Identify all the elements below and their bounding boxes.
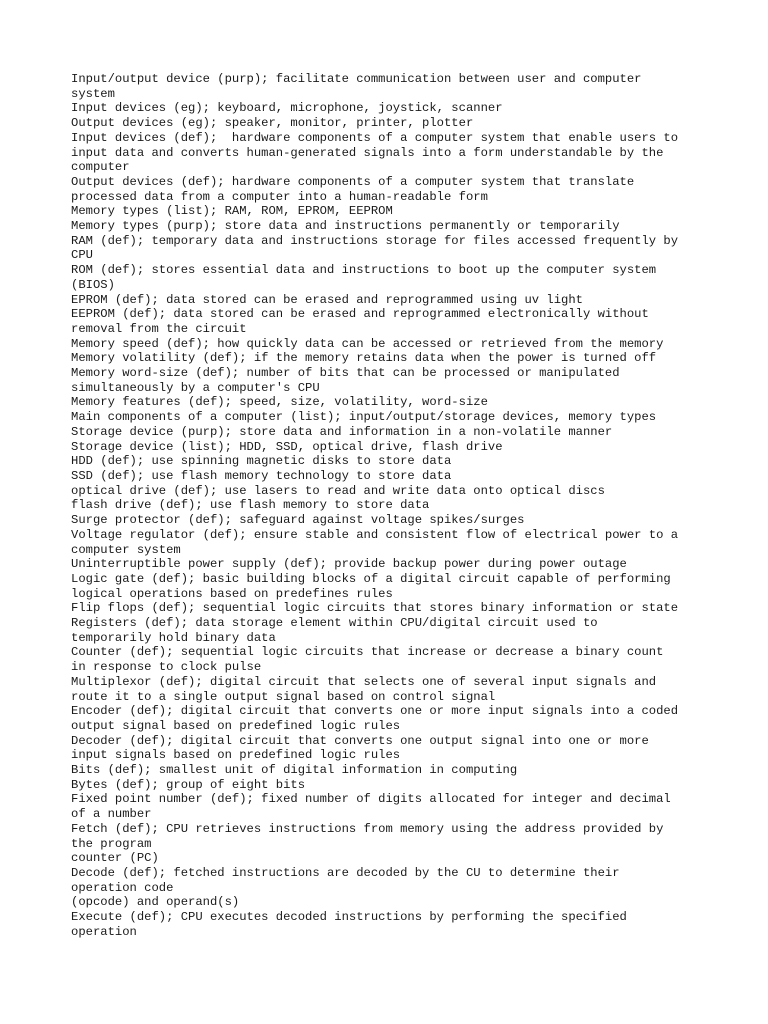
text-line: HDD (def); use spinning magnetic disks to store data (71, 454, 452, 469)
text-line: logical operations based on predefines rules (71, 586, 393, 601)
text-line: Encoder (def); digital circuit that converts one or more input signals into a coded (71, 704, 679, 719)
text-line: (opcode) and operand(s) (71, 895, 240, 910)
text-line: Memory word-size (def); number of bits that can be processed or manipulated (71, 366, 620, 381)
text-line: Memory types (list); RAM, ROM, EPROM, EEPROM (71, 204, 393, 219)
text-line: Output devices (eg); speaker, monitor, printer, plotter (71, 116, 474, 131)
document-page (71, 72, 711, 939)
text-line: EPROM (def); data stored can be erased and reprogrammed using uv light (71, 292, 583, 307)
text-line: input data and converts human-generated signals into a form understandable by the (71, 145, 664, 160)
text-line: Input devices (eg); keyboard, microphone, joystick, scanner (71, 101, 503, 116)
text-line: output signal based on predefined logic rules (71, 718, 401, 733)
text-line: Output devices (def); hardware components of a computer system that translate (71, 174, 635, 189)
text-line: operation code (71, 880, 174, 895)
text-line: Main components of a computer (list); input/output/storage devices, memory types (71, 410, 657, 425)
text-line: Flip flops (def); sequential logic circuits that stores binary information or state (71, 601, 679, 616)
text-line: Multiplexor (def); digital circuit that selects one of several input signals and (71, 674, 657, 689)
text-line: optical drive (def); use lasers to read and write data onto optical discs (71, 483, 605, 498)
text-line: processed data from a computer into a human-readable form (71, 189, 488, 204)
text-line: Input devices (def); hardware components of a computer system that enable users to (71, 130, 679, 145)
text-line: ROM (def); stores essential data and instructions to boot up the computer system (71, 263, 657, 278)
text-line: Memory features (def); speed, size, volatility, word-size (71, 395, 488, 410)
text-line: route it to a single output signal based on control signal (71, 689, 496, 704)
text-line: of a number (71, 807, 152, 822)
text-line: the program (71, 836, 152, 851)
text-line: Decoder (def); digital circuit that converts one output signal into one or more (71, 733, 649, 748)
text-line: flash drive (def); use flash memory to store data (71, 498, 430, 513)
text-line: temporarily hold binary data (71, 630, 276, 645)
text-line: Logic gate (def); basic building blocks of a digital circuit capable of performing (71, 571, 671, 586)
text-line: operation (71, 924, 137, 939)
text-line: removal from the circuit (71, 321, 247, 336)
text-line: Memory types (purp); store data and instructions permanently or temporarily (71, 219, 620, 234)
text-line: Storage device (purp); store data and information in a non-volatile manner (71, 424, 613, 439)
text-line: SSD (def); use flash memory technology to store data (71, 468, 452, 483)
text-line: Surge protector (def); safeguard against voltage spikes/surges (71, 513, 525, 528)
text-line: input signals based on predefined logic rules (71, 748, 401, 763)
text-line: CPU (71, 248, 93, 263)
text-line: counter (PC) (71, 851, 159, 866)
text-line: simultaneously by a computer's CPU (71, 380, 320, 395)
text-line: Decode (def); fetched instructions are decoded by the CU to determine their (71, 865, 620, 880)
text-line: computer system (71, 542, 181, 557)
text-line: Execute (def); CPU executes decoded instructions by performing the specified (71, 910, 627, 925)
text-line: Fixed point number (def); fixed number of digits allocated for integer and decimal (71, 792, 671, 807)
text-line: Counter (def); sequential logic circuits that increase or decrease a binary count (71, 645, 664, 660)
text-line: Memory speed (def); how quickly data can be accessed or retrieved from the memory (71, 336, 664, 351)
text-line: EEPROM (def); data stored can be erased and reprogrammed electronically without (71, 307, 649, 322)
text-line: Voltage regulator (def); ensure stable and consistent flow of electrical power to a (71, 527, 679, 542)
text-line: Bytes (def); group of eight bits (71, 777, 306, 792)
text-line: Bits (def); smallest unit of digital information in computing (71, 763, 518, 778)
text-line: Input/output device (purp); facilitate communication between user and computer (71, 72, 642, 86)
text-line: Registers (def); data storage element within CPU/digital circuit used to (71, 616, 598, 631)
text-line: (BIOS) (71, 277, 115, 292)
text-line: Memory volatility (def); if the memory retains data when the power is turned off (71, 351, 657, 366)
text-line: Uninterruptible power supply (def); provide backup power during power outage (71, 557, 627, 572)
text-line: system (71, 86, 115, 101)
text-line: Storage device (list); HDD, SSD, optical drive, flash drive (71, 439, 503, 454)
text-line: computer (71, 160, 130, 175)
text-line: in response to clock pulse (71, 660, 262, 675)
text-line: RAM (def); temporary data and instructions storage for files accessed frequently by (71, 233, 679, 248)
text-line: Fetch (def); CPU retrieves instructions from memory using the address provided by (71, 821, 664, 836)
